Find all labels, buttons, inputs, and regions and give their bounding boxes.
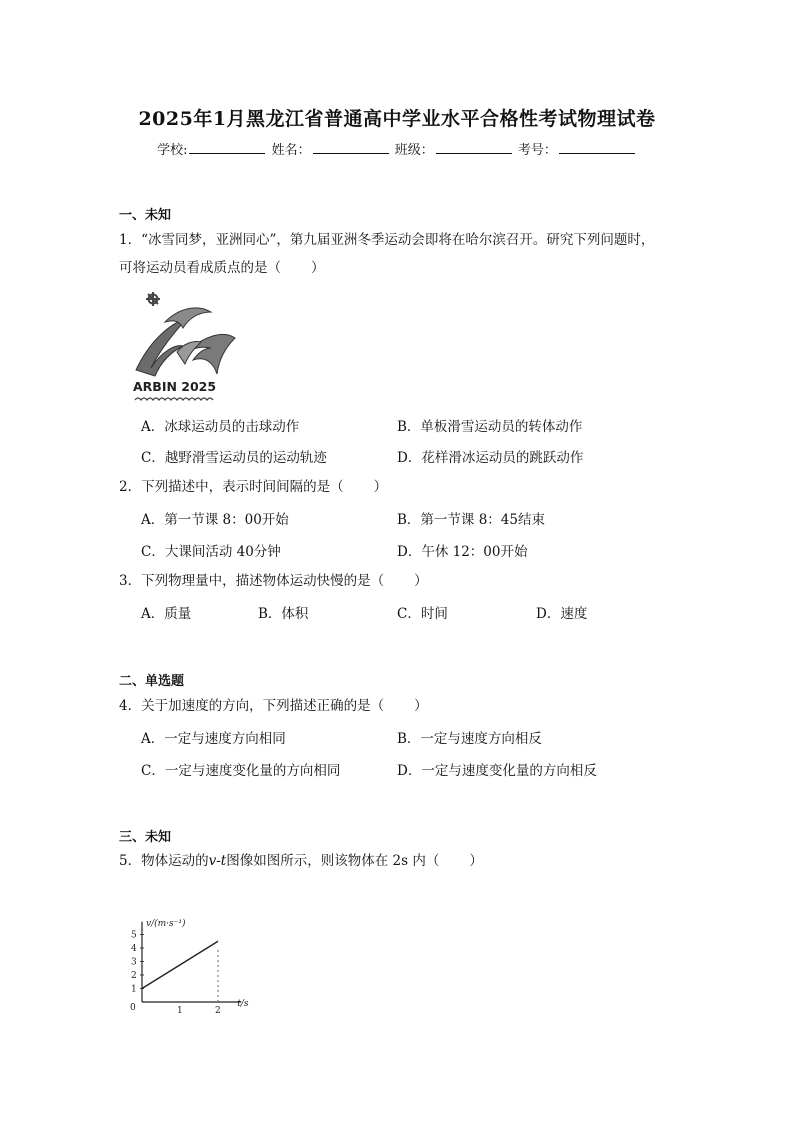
y-axis-label: v/(m·s⁻¹) bbox=[146, 918, 186, 929]
school-label: 学校: bbox=[157, 143, 188, 158]
vt-graph-svg bbox=[118, 884, 268, 1019]
question-4-option-c[interactable]: C．一定与速度变化量的方向相同 bbox=[141, 763, 341, 779]
section-heading-1: 一、未知 bbox=[119, 208, 172, 223]
question-5-stem-italic: v-t bbox=[208, 853, 227, 869]
logo-subtitle-scribble bbox=[135, 398, 213, 400]
section-heading-2: 二、单选题 bbox=[119, 674, 185, 689]
y-tick-label: 2 bbox=[131, 971, 137, 981]
harbin-2025-logo-graphic bbox=[131, 290, 243, 406]
question-1-line1: 1．“冰雪同梦，亚洲同心”，第九届亚洲冬季运动会即将在哈尔滨召开。研究下列问题时， bbox=[119, 232, 655, 248]
class-blank[interactable] bbox=[436, 141, 512, 154]
ribbon-left-icon bbox=[136, 318, 187, 376]
question-5 bbox=[119, 851, 483, 871]
question-2-option-b[interactable]: B．第一节课 8：45结束 bbox=[397, 512, 545, 528]
question-3 bbox=[119, 571, 428, 591]
exam-number-blank[interactable] bbox=[559, 141, 635, 154]
question-1-option-b[interactable]: B．单板滑雪运动员的转体动作 bbox=[397, 419, 583, 435]
question-2 bbox=[119, 477, 387, 497]
velocity-line bbox=[142, 941, 218, 988]
question-3-option-b[interactable]: B．体积 bbox=[258, 606, 309, 622]
question-3-close: ） bbox=[414, 573, 428, 589]
question-3-option-a[interactable]: A．质量 bbox=[141, 606, 192, 622]
x-tick-label: 1 bbox=[177, 1006, 183, 1016]
question-1-stem: 可将运动员看成质点的是（ bbox=[119, 260, 281, 276]
exam-title: 2025年1月黑龙江省普通高中学业水平合格性考试物理试卷 bbox=[138, 108, 656, 130]
x-axis-label: t/s bbox=[237, 999, 249, 1009]
logo-text: ARBIN 2025 bbox=[133, 379, 217, 394]
y-tick-label: 4 bbox=[131, 944, 137, 954]
question-1-option-d[interactable]: D．花样滑冰运动员的跳跃动作 bbox=[397, 450, 584, 466]
question-4 bbox=[119, 696, 428, 716]
school-blank[interactable] bbox=[189, 141, 265, 154]
question-2-option-c[interactable]: C．大课间活动 40分钟 bbox=[141, 544, 281, 560]
class-label: 班级： bbox=[394, 143, 434, 158]
question-3-option-d[interactable]: D．速度 bbox=[536, 606, 588, 622]
question-2-stem: 2．下列描述中，表示时间间隔的是（ bbox=[119, 479, 344, 495]
question-2-close: ） bbox=[373, 479, 388, 495]
question-4-stem: 4．关于加速度的方向，下列描述正确的是（ bbox=[119, 698, 385, 714]
name-label: 姓名： bbox=[271, 143, 311, 158]
question-4-option-a[interactable]: A．一定与速度方向相同 bbox=[141, 731, 286, 747]
origin-label: 0 bbox=[130, 1003, 136, 1013]
y-tick-label: 3 bbox=[131, 957, 137, 968]
question-1-option-c[interactable]: C．越野滑雪运动员的运动轨迹 bbox=[141, 450, 327, 466]
question-1-line2 bbox=[119, 258, 325, 278]
ribbon-right-icon bbox=[189, 334, 235, 374]
question-1-option-a[interactable]: A．冰球运动员的击球动作 bbox=[141, 419, 300, 435]
y-tick-label: 1 bbox=[131, 984, 137, 995]
question-2-option-d[interactable]: D．午休 12：00开始 bbox=[397, 544, 528, 560]
question-3-option-c[interactable]: C．时间 bbox=[397, 606, 448, 622]
question-5-stem-pre: 5．物体运动的 bbox=[119, 853, 209, 869]
student-info-line bbox=[0, 139, 794, 158]
name-blank[interactable] bbox=[313, 141, 389, 154]
vt-graph bbox=[118, 884, 268, 1019]
question-1-close: ） bbox=[311, 260, 325, 276]
emblem-icon bbox=[146, 292, 160, 306]
question-5-stem-post: 图像如图所示，则该物体在 2s 内（ bbox=[226, 853, 440, 869]
question-3-stem: 3．下列物理量中，描述物体运动快慢的是（ bbox=[119, 573, 385, 589]
y-tick-label: 5 bbox=[131, 930, 137, 941]
exam-number-label: 考号： bbox=[517, 143, 557, 158]
ribbon-center-icon bbox=[177, 341, 201, 364]
question-5-close: ） bbox=[469, 853, 483, 869]
section-heading-3: 三、未知 bbox=[119, 830, 172, 845]
harbin-2025-logo bbox=[131, 290, 243, 406]
question-4-option-d[interactable]: D．一定与速度变化量的方向相反 bbox=[397, 763, 597, 779]
question-2-option-a[interactable]: A．第一节课 8：00开始 bbox=[141, 512, 289, 528]
question-4-close: ） bbox=[414, 698, 428, 714]
question-4-option-b[interactable]: B．一定与速度方向相反 bbox=[397, 731, 542, 747]
x-tick-label: 2 bbox=[215, 1006, 221, 1016]
